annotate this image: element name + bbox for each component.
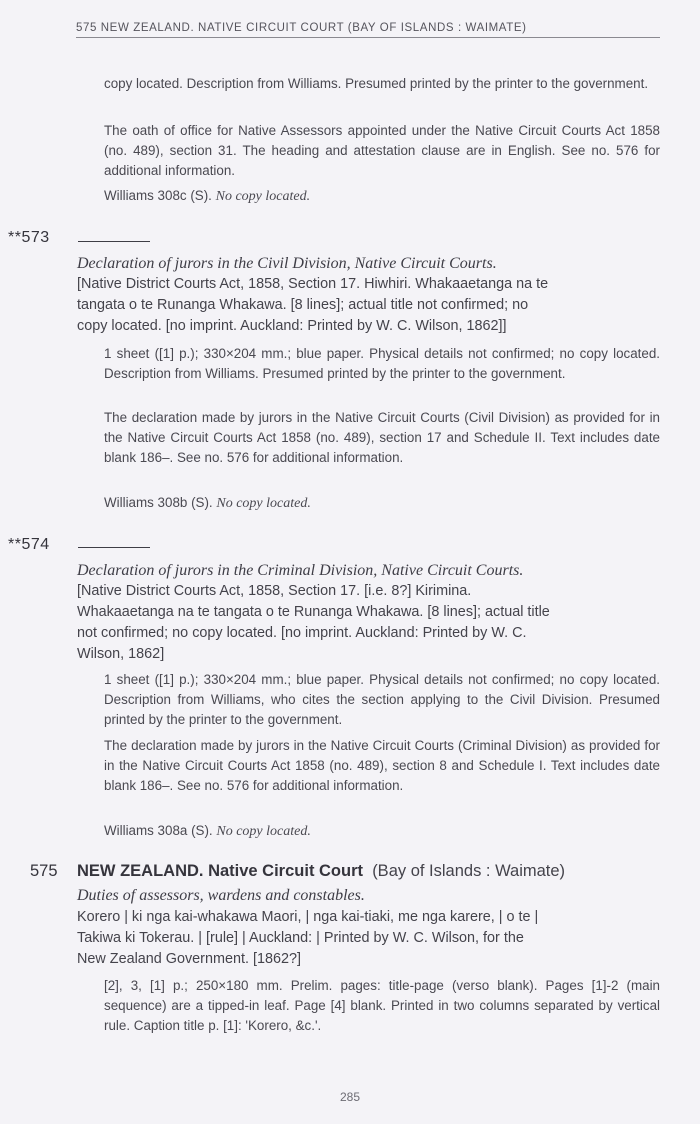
entry-573-title: Declaration of jurors in the Civil Division, Native Circuit Courts. [77,255,497,272]
entry-573-physical: 1 sheet ([1] p.); 330×204 mm.; blue paper. Physical details not confirmed; no copy located. Description from Williams. Presumed printed by the printer to the government. [104,346,660,381]
entry-575-title: Duties of assessors, wardens and constables. [77,887,365,904]
entry-572-note: The oath of office for Native Assessors appointed under the Native Circuit Courts Act 1858 (no. 489), section 31. The heading and attestation clause are in English. See no. 576 for additional information. [104,123,660,178]
entry-573-dash [78,241,150,242]
entry-574-title: Declaration of jurors in the Criminal Division, Native Circuit Courts. [77,562,524,579]
transcription-line: Korero | ki nga kai-whakawa Maori, | nga kai-tiaki, me nga karere, | o te | [77,909,539,925]
entry-573-citation [104,495,311,512]
entry-575-number: 575 [30,862,58,880]
citation-note: No copy located. [215,189,311,204]
transcription-line: Takiwa ki Tokerau. | [rule] | Auckland: | Printed by W. C. Wilson, for the [77,930,524,946]
entry-574-dash [78,547,150,548]
entry-575-transcription [77,907,661,970]
entry-573-note: The declaration made by jurors in the Native Circuit Courts (Civil Division) as provided for in the Native Circuit Courts Act 1858 (no. 489), section 17 and Schedule II. Text includes date blank 186–. See no. 576 for additional information. [104,410,660,465]
entry-574-physical: 1 sheet ([1] p.); 330×204 mm.; blue paper. Physical details not confirmed; no copy located. Description from Williams, who cites the section applying to the Civil Division. Presumed printed by the printer to the government. [104,672,660,727]
entry-574-transcription [77,581,661,665]
entry-572-citation [104,188,310,205]
transcription-line: Whakaaetanga na te tangata o te Runanga Whakawa. [8 lines]; actual title [77,604,550,620]
citation-ref: Williams 308b (S). [104,495,213,510]
entry-575-place: (Bay of Islands : Waimate) [372,862,566,880]
transcription-line: New Zealand Government. [1862?] [77,951,301,967]
entry-575-physical: [2], 3, [1] p.; 250×180 mm. Prelim. pages: title-page (verso blank). Pages [1]-2 (main sequence) are a tipped-in leaf. Page [4] blank. Printed in two columns separated by vertical rule. Caption title p. [1]: 'Korero, &c.'. [104,978,660,1033]
entry-575-heading [30,862,565,881]
page-number: 285 [339,1090,361,1104]
citation-note: No copy located. [216,496,311,511]
transcription-line: Wilson, 1862] [77,646,165,662]
entry-574-note: The declaration made by jurors in the Native Circuit Courts (Criminal Division) as provided for in the Native Circuit Courts Act 1858 (no. 489), section 8 and Schedule I. Text includes date blank 186–. See no. 576 for additional information. [104,738,660,793]
citation-ref: Williams 308c (S). [104,188,212,203]
running-head: 575 NEW ZEALAND. NATIVE CIRCUIT COURT (BAY OF ISLANDS : WAIMATE) [76,22,660,38]
citation-note: No copy located. [216,824,311,839]
transcription-line: tangata o te Runanga Whakawa. [8 lines]; actual title not confirmed; no [77,297,529,313]
transcription-line: not confirmed; no copy located. [no imprint. Auckland: Printed by W. C. [77,625,527,641]
citation-ref: Williams 308a (S). [104,823,213,838]
entry-573-number: **573 [8,229,50,246]
transcription-line: [Native District Courts Act, 1858, Section 17. [i.e. 8?] Kirimina. [77,583,472,599]
entry-572-description-tail: copy located. Description from Williams. Presumed printed by the printer to the government. [104,76,649,91]
transcription-line: copy located. [no imprint. Auckland: Printed by W. C. Wilson, 1862]] [77,318,507,334]
entry-574-number: **574 [8,536,50,553]
entry-574-citation [104,823,311,840]
entry-575-author: NEW ZEALAND. Native Circuit Court [77,862,364,880]
transcription-line: [Native District Courts Act, 1858, Section 17. Hiwhiri. Whakaaetanga na te [77,276,549,292]
entry-573-transcription [77,274,661,337]
